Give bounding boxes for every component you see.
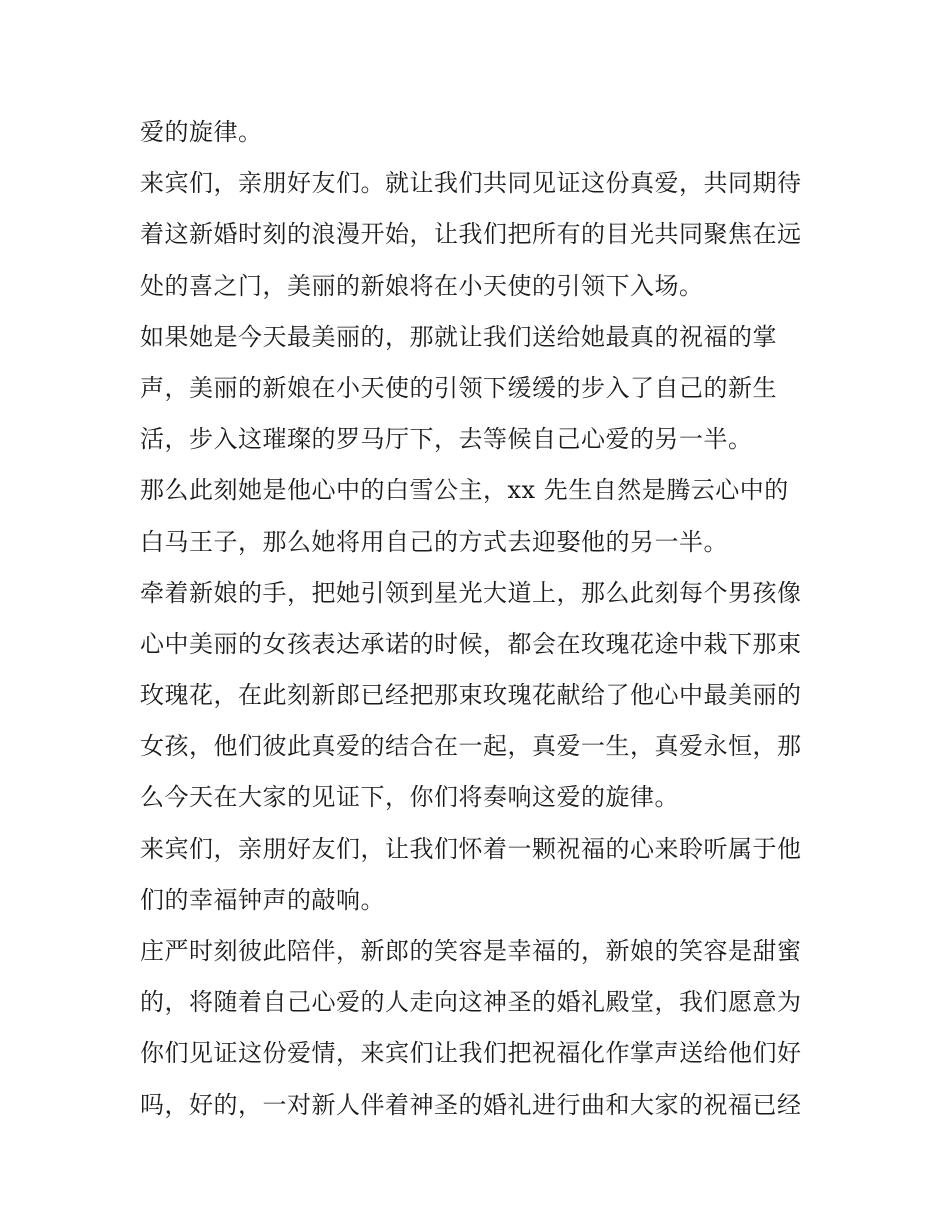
text-line: 声，美丽的新娘在小天使的引领下缓缓的步入了自己的新生 bbox=[140, 373, 777, 402]
text-line: 你们见证这份爱情，来宾们让我们把祝福化作掌声送给他们好 bbox=[140, 1039, 802, 1068]
text-line: 来宾们，亲朋好友们，让我们怀着一颗祝福的心来聆听属于他 bbox=[140, 834, 802, 863]
text-line: 处的喜之门，美丽的新娘将在小天使的引领下入场。 bbox=[140, 271, 704, 300]
text-line: 心中美丽的女孩表达承诺的时候，都会在玫瑰花途中栽下那束 bbox=[140, 629, 802, 658]
text-line: 庄严时刻彼此陪伴，新郎的笑容是幸福的，新娘的笑容是甜蜜 bbox=[140, 937, 802, 965]
text-line: 吗，好的，一对新人伴着神圣的婚礼进行曲和大家的祝福已经 bbox=[140, 1090, 802, 1119]
text-line: 活，步入这璀璨的罗马厅下，去等候自己心爱的另一半。 bbox=[140, 425, 753, 454]
text-line: 么今天在大家的见证下，你们将奏响这爱的旋律。 bbox=[140, 783, 679, 812]
text-line: 如果她是今天最美丽的，那就让我们送给她最真的祝福的掌 bbox=[140, 322, 777, 351]
text-line: 的，将随着自己心爱的人走向这神圣的婚礼殿堂，我们愿意为 bbox=[140, 988, 802, 1017]
text-line: 那么此刻她是他心中的白雪公主，xx 先生自然是腾云心中的 bbox=[140, 476, 789, 505]
text-line: 女孩，他们彼此真爱的结合在一起，真爱一生，真爱永恒，那 bbox=[140, 732, 802, 761]
text-line: 着这新婚时刻的浪漫开始，让我们把所有的目光共同聚焦在远 bbox=[140, 220, 802, 249]
text-line: 来宾们，亲朋好友们。就让我们共同见证这份真爱，共同期待 bbox=[140, 169, 802, 198]
text-line: 白马王子，那么她将用自己的方式去迎娶他的另一半。 bbox=[140, 527, 728, 556]
text-line: 们的幸福钟声的敲响。 bbox=[140, 885, 385, 914]
text-line: 爱的旋律。 bbox=[140, 118, 263, 146]
text-line: 牵着新娘的手，把她引领到星光大道上，那么此刻每个男孩像 bbox=[140, 578, 802, 607]
text-line: 玫瑰花，在此刻新郎已经把那束玫瑰花献给了他心中最美丽的 bbox=[140, 681, 802, 710]
document-body bbox=[140, 107, 820, 1131]
